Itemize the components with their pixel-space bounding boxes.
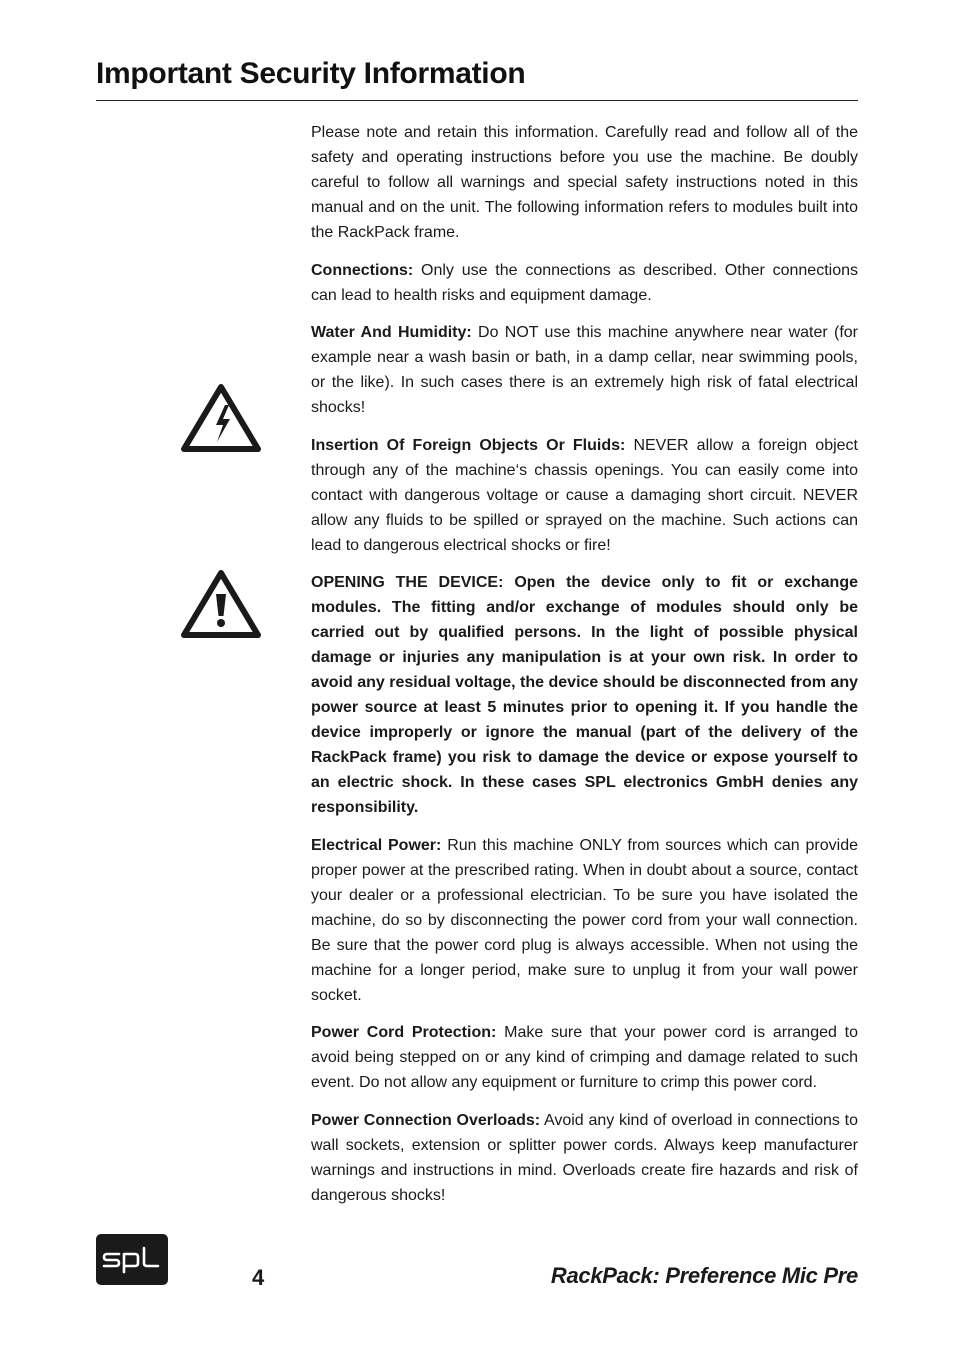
footer-product-title: RackPack: Preference Mic Pre — [550, 1263, 858, 1288]
safety-instructions — [311, 120, 858, 1220]
high-voltage-warning-icon — [181, 384, 261, 452]
overloads-text: Avoid any kind of overload in connections to wall sockets, extension or splitter power cords. Always keep manufacturer warnings and instructions in mind. Overloads create fire hazards and risk of dangerous shocks! — [311, 1111, 859, 1204]
water-text: Do NOT use this machine anywhere near water (for example near a wash basin or bath, in a damp cellar, near swimming pools, or the like). In such cases there is an extremely high risk of fatal electrical shocks! — [311, 324, 858, 416]
foreign-objects-text: NEVER allow a foreign object through any of the machine‘s chassis openings. You can easily come into contact with dangerous voltage or cause a damaging short circuit. NEVER allow any fluids to be spilled or sprayed on the machine. Such actions can lead to dangerous electrical shocks or fire! — [311, 436, 858, 554]
electrical-power-heading: Electrical Power: — [311, 836, 442, 854]
power-cord-heading: Power Cord Protection: — [311, 1024, 497, 1041]
opening-device-paragraph — [311, 570, 858, 820]
connections-text: Only use the connections as described. Other connections can lead to health risks and equipment damage. — [311, 261, 858, 304]
connections-heading: Connections: — [311, 261, 414, 279]
electrical-power-text: Run this machine ONLY from sources which can provide proper power at the prescribed rating. When in doubt about a source, contact your dealer or a professional electrician. To be sure you have isolated the machine, do so by disconnecting the power cord from your wall connection. Be sure that the power cord plug is always accessible. When not using the machine for a longer period, make sure to unplug it from your wall power socket. — [311, 836, 859, 1004]
power-cord-text: Make sure that your power cord is arranged to avoid being stepped on or any kind of crimping and damage related to such event. Do not allow any equipment or furniture to crimp this power cord. — [311, 1024, 859, 1091]
opening-device-text: Open the device only to fit or exchange modules. The fitting and/or exchange of modules should only be carried out by qualified persons. In the light of possible physical damage or injuries any manipulation is at your own risk. In order to avoid any residual voltage, the device should be disconnected from any power source at least 5 minutes prior to opening it. If you handle the device improperly or ignore the manual (part of the delivery of the RackPack frame) you risk to damage the device or expose yourself to an electric shock. In these cases SPL electronics GmbH denies any responsibility. — [311, 574, 859, 816]
water-heading: Water And Humidity: — [311, 324, 472, 341]
caution-warning-icon — [181, 570, 261, 638]
foreign-objects-paragraph — [311, 433, 858, 558]
page-title: Important Security Information — [96, 57, 526, 90]
overloads-paragraph — [311, 1108, 858, 1208]
spl-logo-mark — [96, 1234, 168, 1285]
foreign-objects-heading: Insertion Of Foreign Objects Or Fluids: — [311, 436, 626, 454]
page-number: 4 — [252, 1265, 265, 1290]
intro-paragraph: Please note and retain this information. Carefully read and follow all of the safety and operating instructions before you use the machine. Be doubly careful to follow all warnings and special safety instructions noted in this manual and on the unit. The following information refers to modules built into the RackPack frame. — [311, 124, 858, 241]
spl-logo — [96, 1234, 168, 1285]
connections-paragraph — [311, 258, 858, 308]
overloads-heading: Power Connection Overloads: — [311, 1111, 541, 1129]
opening-device-heading: OPENING THE DEVICE: — [311, 574, 504, 591]
power-cord-paragraph — [311, 1020, 858, 1095]
water-paragraph — [311, 320, 858, 420]
title-divider — [96, 100, 858, 101]
electrical-power-paragraph — [311, 833, 858, 1008]
